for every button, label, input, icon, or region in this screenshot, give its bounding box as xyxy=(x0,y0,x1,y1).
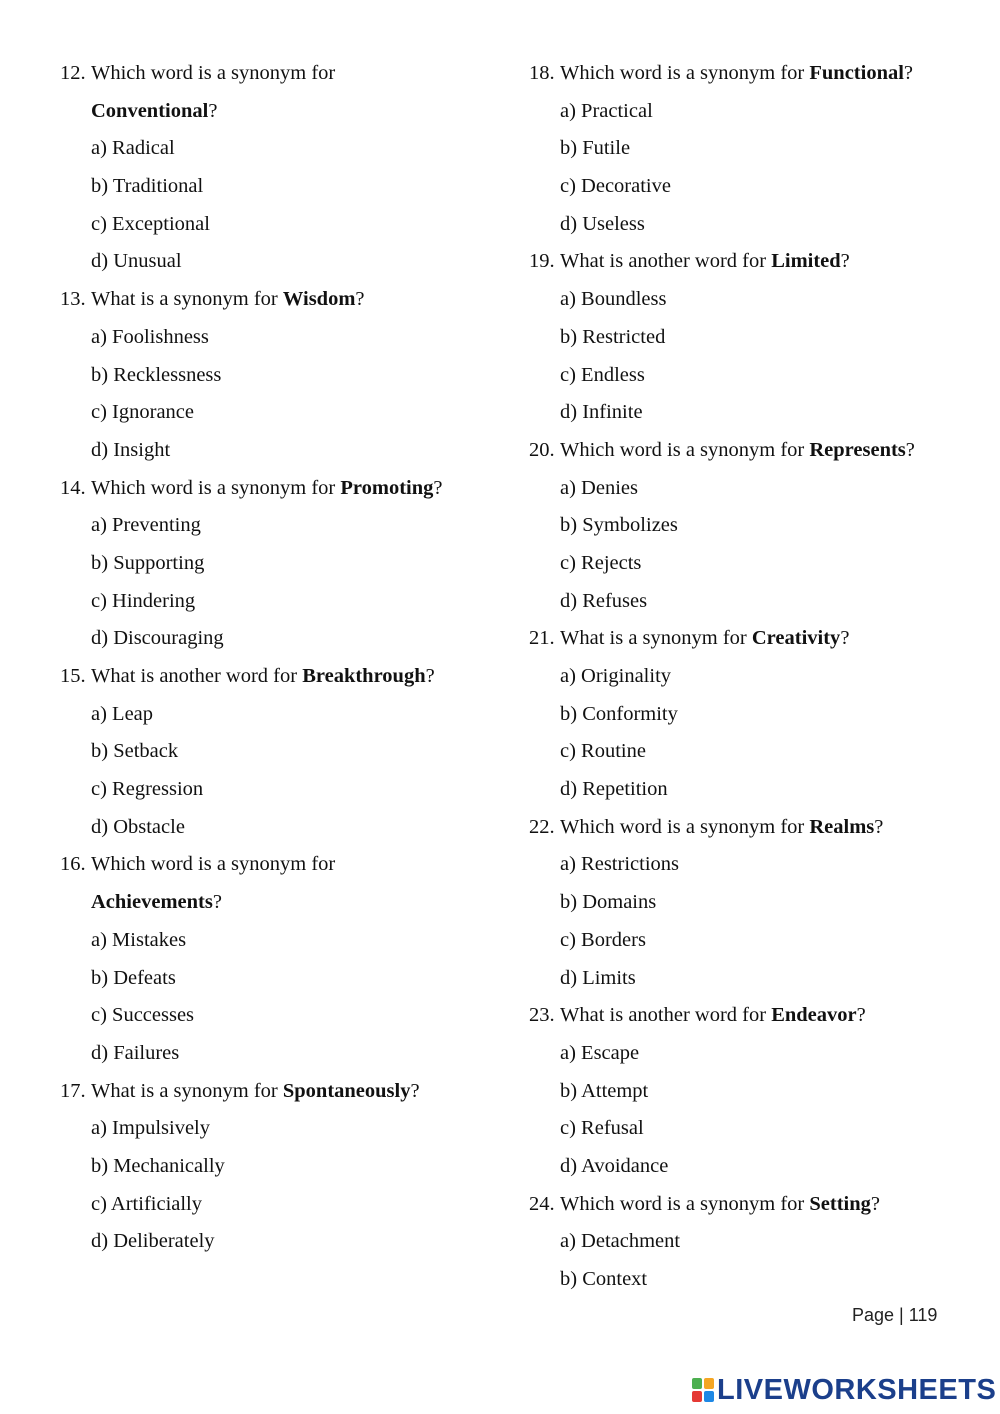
answer-option[interactable]: a) Detachment xyxy=(560,1230,681,1253)
question-suffix: ? xyxy=(874,815,884,838)
question-22 xyxy=(529,809,959,847)
answer-option[interactable]: a) Foolishness xyxy=(91,325,209,348)
answer-option[interactable]: a) Boundless xyxy=(560,288,667,311)
question-15 xyxy=(60,658,490,696)
answer-option[interactable]: c) Exceptional xyxy=(91,212,210,235)
left-column xyxy=(60,55,490,1261)
answer-option[interactable]: c) Artificially xyxy=(91,1192,202,1215)
logo-square xyxy=(692,1391,702,1402)
question-suffix: ? xyxy=(433,476,443,499)
answer-option[interactable]: d) Limits xyxy=(560,966,636,989)
question-keyword: Achievements xyxy=(91,891,213,914)
question-20 xyxy=(529,432,959,470)
question-continuation xyxy=(60,93,490,131)
answer-option[interactable]: c) Decorative xyxy=(560,175,671,198)
answer-option[interactable]: b) Restricted xyxy=(560,325,666,348)
answer-option[interactable]: b) Domains xyxy=(560,891,657,914)
question-number: 16. xyxy=(60,853,86,876)
question-text xyxy=(91,658,435,696)
question-keyword: Breakthrough xyxy=(302,665,426,687)
answer-option[interactable]: a) Impulsively xyxy=(91,1117,210,1140)
question-number: 22. xyxy=(529,815,555,838)
answer-option[interactable]: b) Recklessness xyxy=(91,363,222,386)
question-prompt: Which word is a synonym for xyxy=(560,62,810,84)
answer-option[interactable]: b) Conformity xyxy=(560,702,678,725)
question-text xyxy=(91,470,443,508)
question-keyword: Promoting xyxy=(340,476,434,499)
answer-option[interactable]: d) Deliberately xyxy=(91,1230,215,1253)
question-prompt: What is a synonym for xyxy=(560,627,752,650)
question-keyword: Setting xyxy=(809,1192,871,1215)
question-number: 24. xyxy=(529,1192,555,1215)
right-column xyxy=(529,55,959,1299)
answer-option[interactable]: d) Insight xyxy=(91,438,171,461)
question-16 xyxy=(60,846,490,884)
question-number: 14. xyxy=(60,476,86,499)
answer-option[interactable]: a) Denies xyxy=(560,476,638,499)
question-text xyxy=(91,846,335,884)
answer-option[interactable]: b) Setback xyxy=(91,740,179,763)
liveworksheets-logo-icon xyxy=(692,1378,714,1402)
question-number: 13. xyxy=(60,288,86,311)
question-text xyxy=(560,809,883,847)
question-prompt: Which word is a synonym for xyxy=(91,476,341,499)
answer-option[interactable]: d) Refuses xyxy=(560,589,648,612)
question-number: 17. xyxy=(60,1079,86,1102)
logo-square xyxy=(692,1378,702,1389)
question-prompt: Which word is a synonym for xyxy=(560,1192,810,1215)
question-prompt: Which word is a synonym for xyxy=(560,815,810,838)
question-prompt: What is another word for xyxy=(91,665,303,687)
question-24 xyxy=(529,1186,959,1224)
question-keyword: Spontaneously xyxy=(282,1079,411,1102)
answer-option[interactable]: a) Originality xyxy=(560,665,672,687)
question-keyword: Endeavor xyxy=(771,1004,857,1027)
answer-option[interactable]: c) Endless xyxy=(560,363,645,386)
page-number: Page | 119 xyxy=(852,1305,938,1325)
question-13 xyxy=(60,281,490,319)
question-suffix: ? xyxy=(208,99,218,122)
question-prompt: Which word is a synonym for xyxy=(91,853,336,876)
question-number: 21. xyxy=(529,627,555,650)
answer-option[interactable]: c) Successes xyxy=(91,1004,195,1027)
question-17 xyxy=(60,1073,490,1111)
answer-option[interactable]: d) Avoidance xyxy=(560,1154,669,1177)
answer-option[interactable]: a) Practical xyxy=(560,99,653,122)
answer-option[interactable]: c) Ignorance xyxy=(91,401,195,424)
question-text xyxy=(91,1073,420,1111)
answer-option[interactable]: c) Routine xyxy=(560,740,646,763)
question-continuation xyxy=(60,884,490,922)
question-suffix: ? xyxy=(903,62,914,84)
question-suffix: ? xyxy=(905,438,915,461)
answer-option[interactable]: d) Repetition xyxy=(560,778,668,801)
question-prompt: Which word is a synonym for xyxy=(91,62,336,84)
question-suffix: ? xyxy=(870,1192,880,1215)
answer-option[interactable]: a) Restrictions xyxy=(560,853,679,876)
question-text xyxy=(560,243,850,281)
question-text xyxy=(91,55,335,93)
answer-option[interactable]: a) Mistakes xyxy=(91,928,187,951)
answer-option[interactable]: c) Borders xyxy=(560,928,646,951)
answer-option[interactable]: b) Defeats xyxy=(91,966,176,989)
answer-option[interactable]: a) Escape xyxy=(560,1041,640,1064)
answer-option[interactable]: d) Failures xyxy=(91,1041,180,1064)
question-suffix: ? xyxy=(212,891,222,914)
answer-option[interactable]: d) Infinite xyxy=(560,401,643,424)
question-suffix: ? xyxy=(840,627,850,650)
question-number: 15. xyxy=(60,665,86,687)
answer-option[interactable]: b) Attempt xyxy=(560,1079,649,1102)
question-19 xyxy=(529,243,959,281)
question-text xyxy=(560,1186,880,1224)
liveworksheets-logo[interactable] xyxy=(692,1374,996,1406)
question-keyword: Functional xyxy=(809,62,904,84)
answer-option[interactable]: d) Obstacle xyxy=(91,815,185,838)
question-suffix: ? xyxy=(425,665,435,687)
answer-option[interactable]: d) Discouraging xyxy=(91,627,224,650)
answer-option[interactable]: b) Futile xyxy=(560,137,631,160)
question-18 xyxy=(529,55,959,93)
answer-option[interactable]: b) Traditional xyxy=(91,175,204,198)
question-number: 20. xyxy=(529,438,555,461)
question-keyword: Realms xyxy=(809,815,875,838)
question-keyword: Wisdom xyxy=(282,288,356,311)
question-suffix: ? xyxy=(355,288,365,311)
answer-option[interactable]: d) Useless xyxy=(560,212,645,235)
question-prompt: What is another word for xyxy=(560,1004,772,1027)
question-keyword: Limited xyxy=(771,250,841,273)
question-number: 12. xyxy=(60,62,86,84)
question-text xyxy=(560,55,913,93)
answer-option[interactable]: a) Leap xyxy=(91,702,154,725)
question-12 xyxy=(60,55,490,93)
question-text xyxy=(560,620,849,658)
answer-option[interactable]: b) Context xyxy=(560,1268,648,1290)
question-23 xyxy=(529,997,959,1035)
liveworksheets-brand-text: LIVEWORKSHEETS xyxy=(717,1373,997,1406)
answer-option[interactable]: b) Symbolizes xyxy=(560,514,678,537)
answer-option[interactable]: c) Rejects xyxy=(560,551,642,574)
answer-option[interactable]: c) Hindering xyxy=(91,589,196,612)
logo-square xyxy=(704,1391,714,1402)
question-text xyxy=(560,997,866,1035)
question-text xyxy=(560,432,915,470)
question-suffix: ? xyxy=(840,250,850,273)
question-text xyxy=(91,281,365,319)
question-prompt: What is another word for xyxy=(560,250,772,273)
question-suffix: ? xyxy=(410,1079,420,1102)
question-keyword: Represents xyxy=(809,438,906,461)
answer-option[interactable]: b) Mechanically xyxy=(91,1154,225,1177)
question-number: 23. xyxy=(529,1004,555,1027)
logo-square xyxy=(704,1378,714,1389)
question-14 xyxy=(60,470,490,508)
question-prompt: What is a synonym for xyxy=(91,288,283,311)
answer-option[interactable]: a) Radical xyxy=(91,137,175,160)
question-number: 19. xyxy=(529,250,555,273)
question-number: 18. xyxy=(529,62,555,84)
answer-option[interactable]: b) Supporting xyxy=(91,551,205,574)
question-prompt: What is a synonym for xyxy=(91,1079,283,1102)
question-keyword: Conventional xyxy=(91,99,209,122)
answer-option[interactable]: c) Refusal xyxy=(560,1117,644,1140)
answer-option[interactable]: d) Unusual xyxy=(91,250,182,273)
question-keyword: Creativity xyxy=(751,627,841,650)
answer-option[interactable]: c) Regression xyxy=(91,778,204,801)
question-prompt: Which word is a synonym for xyxy=(560,438,810,461)
question-suffix: ? xyxy=(856,1004,866,1027)
answer-option[interactable]: a) Preventing xyxy=(91,514,201,537)
question-21 xyxy=(529,620,959,658)
